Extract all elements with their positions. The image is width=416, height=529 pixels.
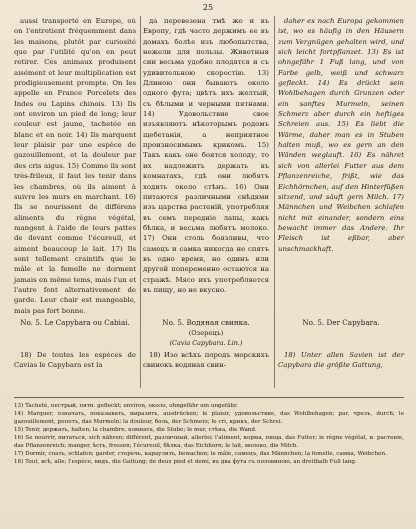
footnote: 15) Tenir, держать, halten; la chambre, комната, die Stube; le mur, стѣна, die Wand.	[14, 427, 257, 434]
french-section-text: 18) De toutes les espèces de Cavias le Capybara est la	[14, 351, 136, 370]
french-body-text: aussi transporté en Europe, où on l'entretient fréquemment dans les maisons, plutôt par curiosité que par l'utilité qu'on en peut retirer. Ces animaux produisent aisément et leur multiplication est prodigieusement prompte. On les appelle en France Porcelets des Indes ou Lapins chinois. 13) Ils ont environ un pied de long; leur couleur est jaune, tachetée en blanc et en noir. 14) Ils marquent leur plaisir par une espèce de gazouillement, et la douleur par des cris aigus. 15) Comme ils sont très-frileux, il faut les tenir dans les chambres, où ils aiment à suivre les murs en marchant. 16) Ils se nourissent de différens aliments du règne végétal, mangent à l'aide de leurs pattes de devant comme l'écureuil, et aiment beaucoup le lait. 17) Ils sont tellement craintifs que le mâle et la femelle ne dorment jamais en même tems, mais l'un et l'autre font alternativement de garde. Leur chair est mangeable, mais pas fort bonne.	[14, 17, 136, 315]
page-number: 25	[202, 3, 214, 12]
french-heading-block	[14, 318, 136, 344]
german-section-start	[278, 350, 404, 390]
footnote: 13) Tacheté, пестрый, пятн. gefleckt; environ, около, ohngefähr um ungefähr.	[14, 403, 238, 409]
french-column	[14, 16, 136, 315]
german-heading: No. 5. Der Capybara.	[302, 318, 380, 327]
russian-body-text: да перевезена тмѣ же и въ Европу, гдѣ часто держимъ ее въ домахъ болѣе изъ любопытства, нежели для пользы. Животныя сии весьма удобно плодятся и съ удивительною скоростію. 13) Длиною они бываютъ около одного фута; цвѣтъ ихъ желтый, съ бѣлыми и черными пятнами. 14) Удовольствие свое изъявляютъ нѣкоторымъ родомъ щебетанія, а неприятное произносимымъ крикомъ. 15) Такъ какъ оне боятся холоду, то их надлежитъ держать въ комнатахъ, гдѣ они любятъ ходить около стѣнъ. 16) Они питаются различными снѣдями изъ царства растеній, употребляя въ семъ передніе лапы, какъ бѣлка, и весьма любятъ молоко. 17) Они столь боязливы, что самецъ и самка никогда не спятъ въ одно время, но одинъ или другой попеременно остаются на стражѣ. Мясо ихъ употребляется въ пищу, но не вкусно.	[143, 17, 269, 294]
german-column	[278, 16, 404, 306]
german-section-text: 18) Unter allen Savien ist der Capybara die größte Gattung,	[278, 351, 404, 370]
french-section-start	[14, 350, 136, 390]
german-body-text: daher es nach Europa gekommen ist, wo es häufig in den Häusern zum Vergnügen gehalten wird, und sich leicht fortpflanzet. 13) Es ist ohngefähr 1 Fuß lang, und von Farbe gelb, weiß und schwarz gefleckt. 14) Es drückt sein Wohlbehagen durch Grunzen oder ein sanftes Murmeln, seinen Schmerz aber durch ein heftiges Schreien aus. 15) Es liebt die Wärme, daher man es in Stuben halten muß, wo es gern an den Wänden weglauft. 16) Es nähret sich von allerlei Futter aus dem Pflanzenreiche, frißt, wie das Eichhörnchen, auf den Hinterfüßen sitzend, und säuft gern Milch. 17) Männchen und Weibchen schlafen nicht mit einander, sondern eins bewacht immer das Andere. Ihr Fleisch ist eßbar, aber unschmackhaft.	[278, 17, 404, 253]
footnote: 18) Tout, всѣ, alle; l'espèce, видъ, die Gattung; de deux pied et demi, въ два фута съ половиною, an dreithalb Fuß lang.	[14, 459, 357, 466]
russian-heading-block	[143, 318, 269, 347]
footnote-rule	[14, 397, 404, 398]
german-heading-block	[278, 318, 404, 344]
russian-section-text: 18) Изо всѣхъ породъ морскихъ свинокъ водяная свин-	[143, 351, 269, 370]
latin-name: (Cavia Capybara. Lin.)	[169, 339, 243, 347]
french-heading: No. 5. Le Capybara ou Cabiai.	[20, 318, 130, 327]
column-divider-left	[140, 16, 141, 388]
footnote: 14) Marquer, означать, показывать, выразить, ausdrücken; le plaisir, удовольствие, das Wohlbehagen; par, чрезъ, durch; le gazouillement, ропотъ, das Murmeln; la douleur, боль, der Schmerz; le cri, крикъ, der Schrei.	[14, 411, 404, 426]
russian-subheading: (Озерецъ)	[188, 329, 224, 337]
russian-column	[143, 16, 269, 306]
column-divider-right	[274, 16, 275, 388]
footnote: 16) Se nourrir, питаться, sich nähren; différent, различный, allerlei; l'aliment, корма, пища, das Futter; le règne végétal, и. растеніе, das Pflanzenreich; manger, ѣсть, fressen; l'écureuil, бѣлка, das Eichhorn; le lait, молоко, die Milch.	[14, 435, 404, 450]
footnote: 17) Dormir, спать, schlafen; garder, стеречь, караулить, bewachen; le mâle, самецъ, das Männchen; la femelle, самка, Weibchen.	[14, 451, 387, 458]
footnotes	[14, 402, 404, 524]
russian-section-start	[143, 350, 269, 390]
russian-heading: No. 5. Водяная свинка.	[162, 318, 250, 327]
